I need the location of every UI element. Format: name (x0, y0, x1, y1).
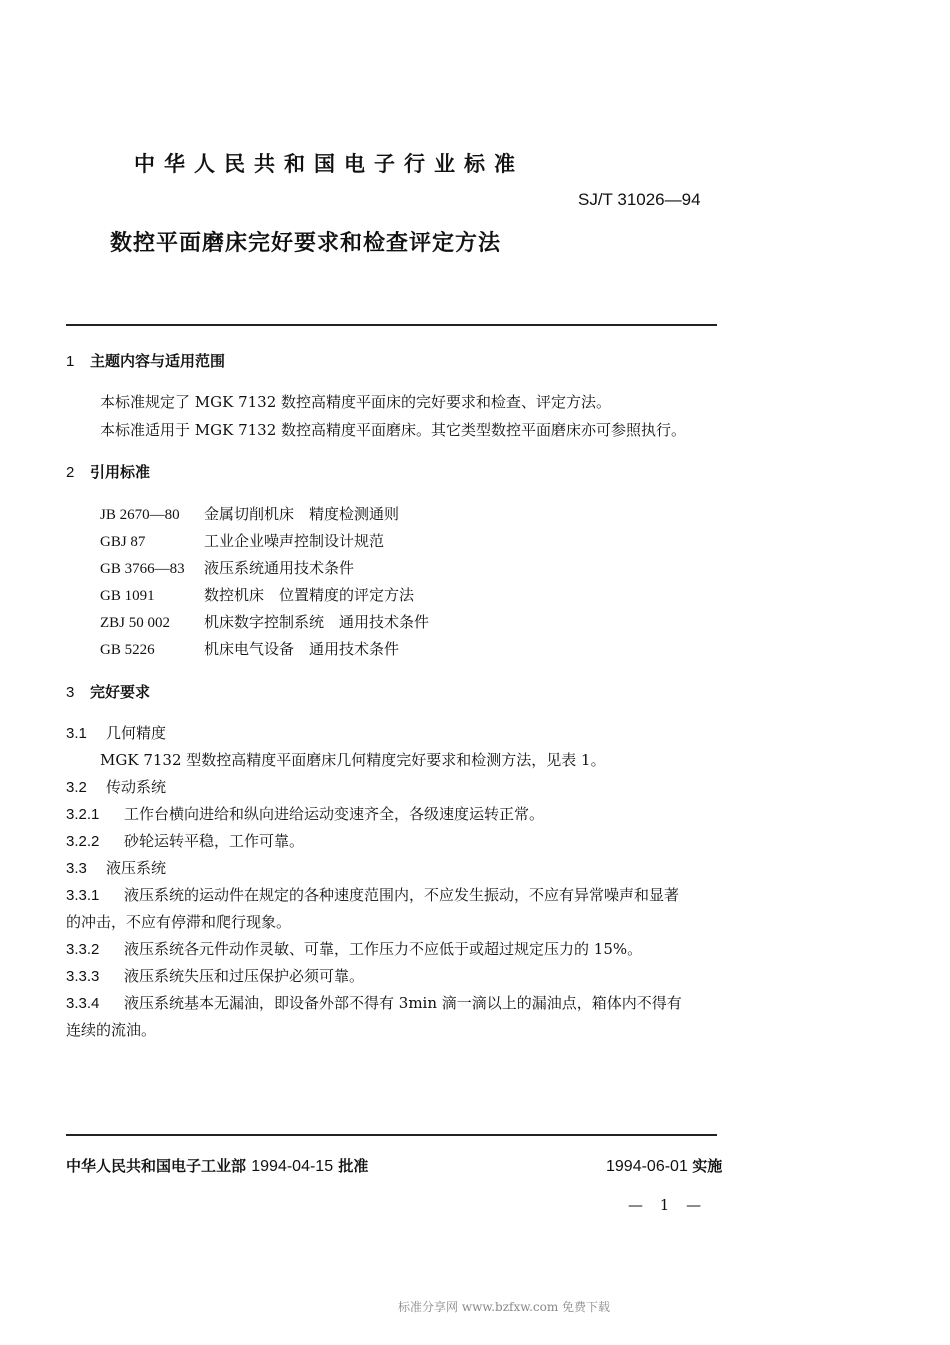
section-3-heading: 3 完好要求 (66, 683, 151, 701)
document-title: 数控平面磨床完好要求和检查评定方法 (110, 231, 502, 256)
subsection-3-3-1: 3.3.1 液压系统的运动件在规定的各种速度范围内，不应发生振动，不应有异常噪声和显著 (66, 886, 680, 904)
section-1-heading: 1 主题内容与适用范围 (66, 352, 226, 370)
approval-line: 中华人民共和国电子工业部 1994-04-15 批准 (66, 1157, 369, 1175)
subsection-3-3-1-continued: 的冲击，不应有停滞和爬行现象。 (66, 913, 292, 931)
standard-code: SJ/T 31026—94 (578, 190, 701, 209)
subsection-3-3-4: 3.3.4 液压系统基本无漏油，即设备外部不得有 3min 滴一滴以上的漏油点，箱体内不得有 (66, 994, 682, 1012)
subsection-3-3-4-continued: 连续的流油。 (66, 1021, 157, 1039)
reference-item: GBJ 87 工业企业噪声控制设计规范 (100, 532, 385, 550)
subsection-3-1: 3.1 几何精度 (66, 724, 167, 742)
watermark: 标准分享网 www.bzfxw.com 免费下载 (398, 1300, 611, 1314)
subsection-3-3: 3.3 液压系统 (66, 859, 167, 877)
reference-item: GB 3766—83 液压系统通用技术条件 (100, 559, 355, 577)
footer-divider (66, 1134, 717, 1136)
subsection-3-2: 3.2 传动系统 (66, 778, 167, 796)
top-divider (66, 324, 717, 326)
section-2-heading: 2 引用标准 (66, 463, 151, 481)
subsection-3-3-3: 3.3.3 液压系统失压和过压保护必须可靠。 (66, 967, 365, 985)
reference-item: GB 1091 数控机床 位置精度的评定方法 (100, 586, 415, 604)
subsection-3-1-text: MGK 7132 型数控高精度平面磨床几何精度完好要求和检测方法，见表 1。 (100, 751, 606, 769)
reference-item: GB 5226 机床电气设备 通用技术条件 (100, 640, 400, 658)
subsection-3-2-2: 3.2.2 砂轮运转平稳，工作可靠。 (66, 832, 305, 850)
reference-item: ZBJ 50 002 机床数字控制系统 通用技术条件 (100, 613, 430, 631)
effective-line: 1994-06-01 实施 (606, 1157, 723, 1175)
subsection-3-3-2: 3.3.2 液压系统各元件动作灵敏、可靠，工作压力不应低于或超过规定压力的 15%。 (66, 940, 643, 958)
page-number: — 1 — (628, 1196, 708, 1214)
organization-title: 中华人民共和国电子行业标准 (134, 152, 524, 176)
subsection-3-2-1: 3.2.1 工作台横向进给和纵向进给运动变速齐全，各级速度运转正常。 (66, 805, 545, 823)
section-1-paragraph: 本标准适用于 MGK 7132 数控高精度平面磨床。其它类型数控平面磨床亦可参照执行。 (100, 421, 687, 439)
section-1-paragraph: 本标准规定了 MGK 7132 数控高精度平面床的完好要求和检查、评定方法。 (100, 393, 612, 411)
reference-item: JB 2670—80 金属切削机床 精度检测通则 (100, 505, 400, 523)
